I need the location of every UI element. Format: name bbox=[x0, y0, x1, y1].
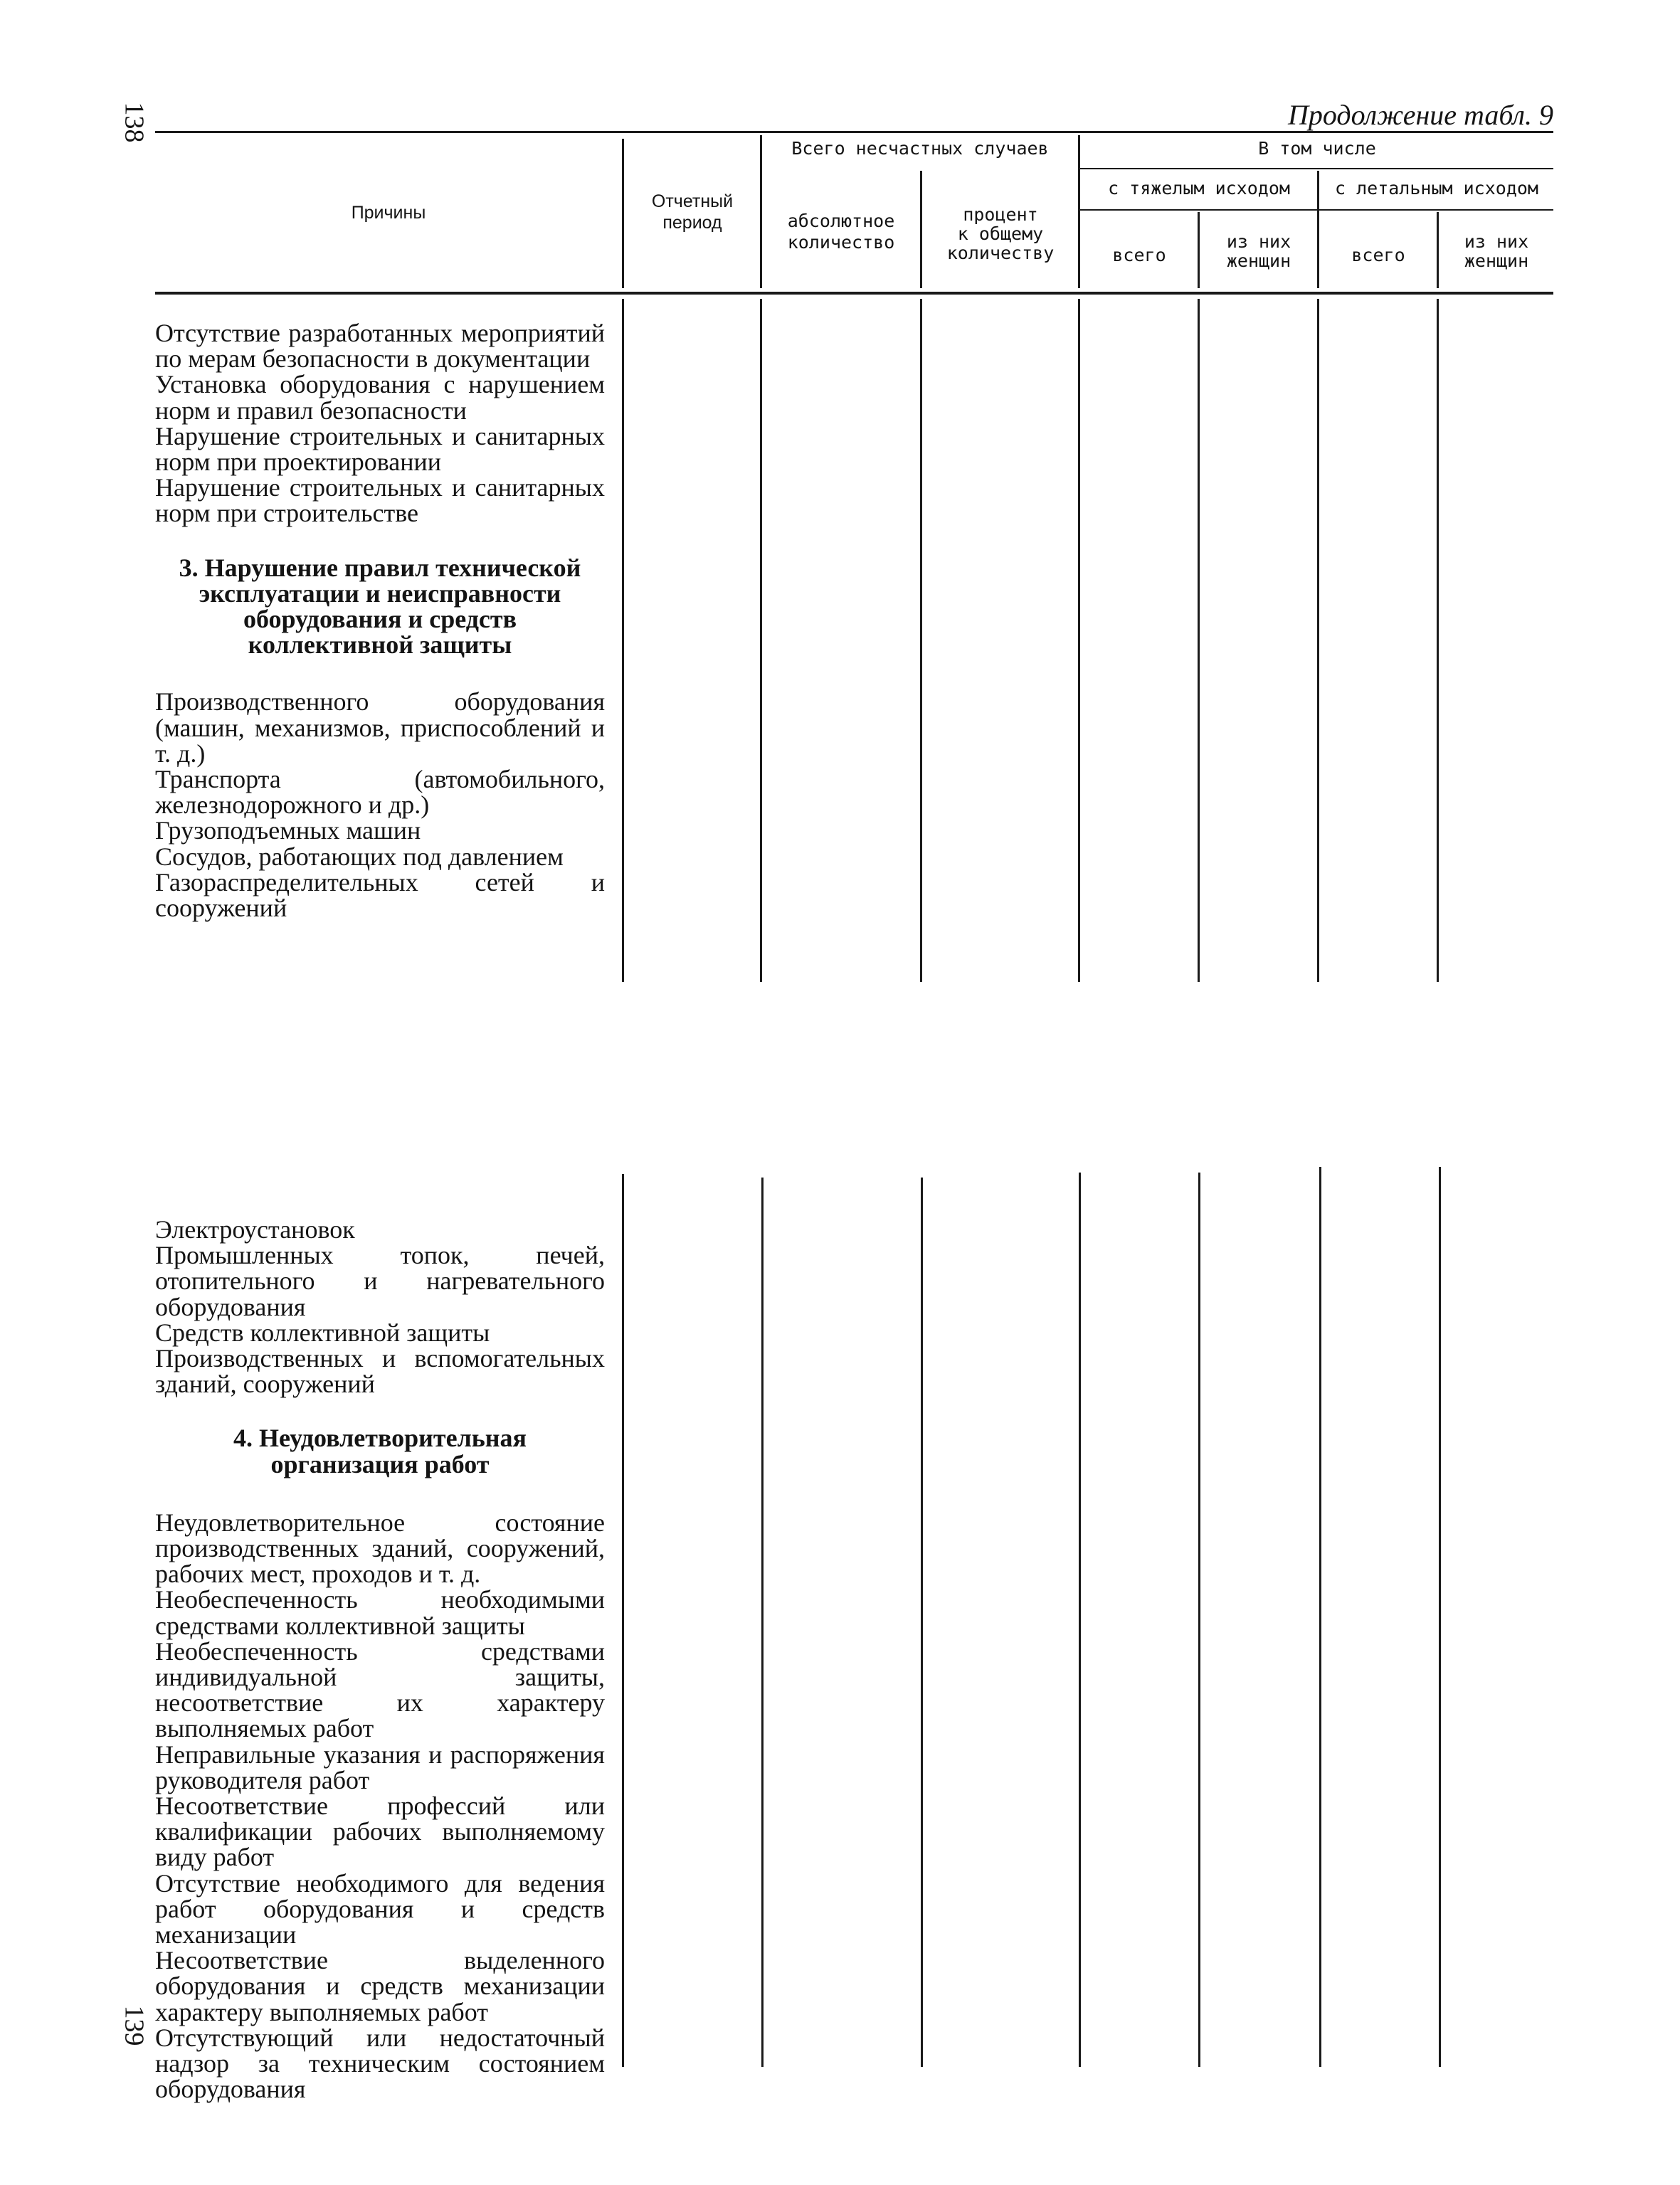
cause-item: Транспорта (автомобильного, железнодорожного и др.) bbox=[155, 765, 605, 820]
causes-block-1 bbox=[155, 320, 605, 921]
header-severe-total: всего bbox=[1112, 245, 1166, 265]
header-women-line: из них bbox=[1226, 231, 1291, 252]
header-severe-women bbox=[1200, 232, 1317, 270]
cause-item: Отсутствие разработанных мероприятий по мерам безопасности в документации bbox=[155, 319, 605, 374]
header-divider bbox=[622, 139, 624, 288]
cause-item: Необеспеченность необходимыми средствами коллективной защиты bbox=[155, 1585, 605, 1640]
header-bottom-rule bbox=[155, 292, 1553, 295]
header-women-line: женщин bbox=[1464, 250, 1529, 271]
column-rule bbox=[1198, 1173, 1200, 2067]
cause-item: Отсутствие необходимого для ведения работ оборудования и средств механизации bbox=[155, 1868, 605, 1949]
cause-item: Неудовлетворительное состояние производственных зданий, сооружений, рабочих мест, проходов и т. д. bbox=[155, 1508, 605, 1589]
column-rule bbox=[760, 299, 762, 982]
header-fatal-women bbox=[1439, 232, 1553, 270]
header-divider bbox=[1198, 212, 1200, 288]
header-women-line: из них bbox=[1464, 231, 1529, 252]
header-absolute bbox=[763, 211, 919, 253]
header-absolute-line: абсолютное bbox=[787, 211, 895, 231]
cause-item: Промышленных топок, печей, отопительного и нагревательного оборудования bbox=[155, 1241, 605, 1321]
header-percent-line: количеству bbox=[946, 243, 1055, 263]
header-total-group: Всего несчастных случаев bbox=[791, 138, 1049, 159]
cause-item: Сосудов, работающих под давлением bbox=[155, 842, 564, 871]
cause-item: Электроустановок bbox=[155, 1215, 355, 1244]
column-rule bbox=[920, 299, 922, 982]
cause-item: Несоответствие профессий или квалификации рабочих выполняемому виду работ bbox=[155, 1792, 605, 1872]
column-rule bbox=[1319, 1167, 1321, 2067]
header-absolute-line: количество bbox=[787, 232, 895, 253]
cause-item: Средств коллективной защиты bbox=[155, 1318, 490, 1347]
column-rule bbox=[1079, 1173, 1081, 2067]
page-number-bottom: 139 bbox=[119, 2005, 149, 2046]
header-period-line: Отчетный bbox=[651, 191, 734, 211]
header-women-line: женщин bbox=[1226, 250, 1291, 271]
header-period bbox=[625, 191, 760, 233]
column-rule bbox=[1078, 299, 1080, 982]
cause-item: Грузоподъемных машин bbox=[155, 816, 421, 845]
column-rule bbox=[622, 299, 624, 982]
header-divider bbox=[920, 171, 922, 288]
cause-item: Отсутствующий или недостаточный надзор за техническим состоянием оборудования bbox=[155, 2023, 605, 2104]
header-rule-outcomes bbox=[1079, 209, 1553, 211]
header-fatal-total: всего bbox=[1351, 245, 1405, 265]
cause-item: Нарушение строительных и санитарных норм при проектировании bbox=[155, 421, 605, 477]
cause-item: Несоответствие выделенного оборудования и средств механизации характеру выполняемых работ bbox=[155, 1946, 605, 2026]
column-rule bbox=[1317, 299, 1319, 982]
header-percent-line: к общему bbox=[957, 223, 1044, 244]
header-divider bbox=[1078, 135, 1080, 288]
header-causes: Причины bbox=[351, 203, 426, 223]
header-severe: с тяжелым исходом bbox=[1108, 178, 1290, 199]
page-number-top: 138 bbox=[119, 102, 149, 143]
causes-block-2 bbox=[155, 1217, 605, 2102]
cause-item: Производственных и вспомогательных зданий, сооружений bbox=[155, 1344, 605, 1399]
column-rule bbox=[1439, 1167, 1441, 2067]
column-rule bbox=[1198, 299, 1200, 982]
cause-item: Необеспеченность средствами индивидуальной защиты, несоответствие их характеру выполняемых работ bbox=[155, 1636, 605, 1743]
section-heading-3: 3. Нарушение правил технической эксплуатации и неисправности оборудования и средств коллективной защиты bbox=[179, 553, 581, 660]
cause-item: Неправильные указания и распоряжения руководителя работ bbox=[155, 1740, 605, 1794]
continuation-label: Продолжение табл. 9 bbox=[1287, 99, 1553, 131]
section-heading-4: 4. Неудовлетворительная организация работ bbox=[233, 1424, 527, 1478]
header-rule-including bbox=[1079, 168, 1553, 169]
header-divider bbox=[1317, 171, 1319, 288]
header-divider bbox=[760, 135, 762, 288]
cause-item: Нарушение строительных и санитарных норм при строительстве bbox=[155, 473, 605, 528]
column-rule bbox=[622, 1174, 624, 2067]
cause-item: Газораспределительных сетей и сооружений bbox=[155, 867, 605, 923]
column-rule bbox=[761, 1178, 764, 2067]
column-rule bbox=[1437, 299, 1439, 982]
header-percent bbox=[923, 205, 1078, 263]
header-divider bbox=[1437, 212, 1439, 288]
header-period-line: период bbox=[662, 213, 722, 233]
header-top-rule bbox=[155, 131, 1553, 133]
header-including: В том числе bbox=[1258, 138, 1376, 159]
header-percent-line: процент bbox=[963, 204, 1038, 225]
cause-item: Производственного оборудования (машин, механизмов, приспособлений и т. д.) bbox=[155, 687, 605, 768]
cause-item: Установка оборудования с нарушением норм и правил безопасности bbox=[155, 370, 605, 425]
header-fatal: с летальным исходом bbox=[1335, 178, 1538, 199]
column-rule bbox=[921, 1178, 923, 2067]
